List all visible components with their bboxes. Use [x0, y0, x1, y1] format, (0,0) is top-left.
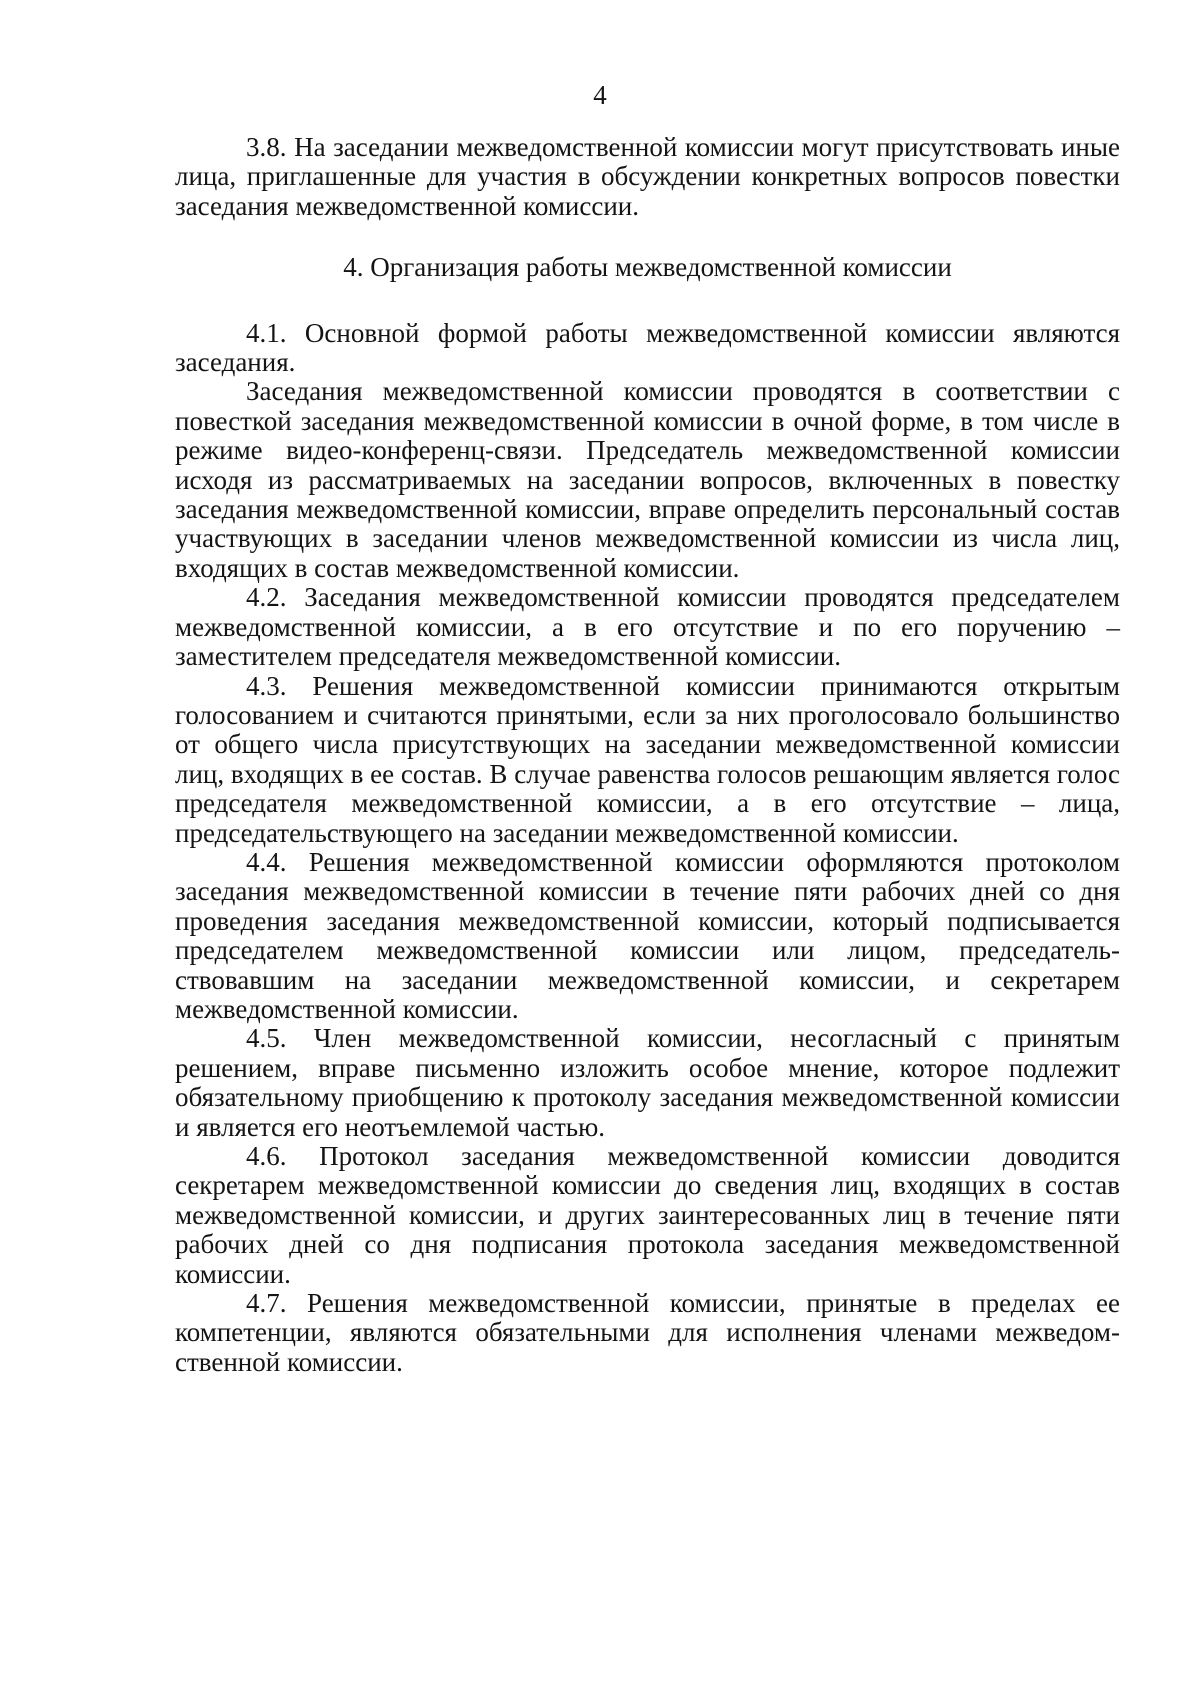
paragraph-4-2: 4.2. Заседания межведомственной комиссии проводятся председателем межведомственной комиссии, а в его отсутствие и по его поручению – заместителем председателя межведомственной комиссии.: [175, 582, 1120, 672]
paragraph-4-6: 4.6. Протокол заседания межведомственной комиссии доводится секретарем межведомственной комиссии до сведения лиц, входящих в состав межведомственной комиссии, и других заинтересованных лиц в течение пяти рабочих дней со дня подписания протокола заседания межведомственной комиссии.: [175, 1141, 1120, 1289]
paragraph-4-1: 4.1. Основной формой работы межведомственной комиссии являются заседания.: [175, 317, 1120, 378]
document-body: [175, 133, 1120, 1377]
paragraph-4-5: 4.5. Член межведомственной комиссии, несогласный с принятым решением, вправе письменно изложить особое мнение, которое подлежит обязательному приобщению к протоколу заседания межведомственной комиссии и является его неотъемлемой частью.: [175, 1023, 1120, 1142]
page-number: 4: [593, 80, 607, 110]
paragraph-3-8: 3.8. На заседании межведомственной комиссии могут присутствовать иные лица, приглашенные для участия в обсуждении конкретных вопросов повестки заседания межведомственной комиссии.: [175, 132, 1120, 221]
paragraph-4-4: 4.4. Решения межведомственной комиссии оформляются протоколом заседания межведомственной комиссии в течение пяти рабочих дней со дня проведения заседания межведомственной комиссии, который подписывается председателем межведомственной комиссии или лицом, председательствовавшим на заседании межведомственной комиссии, и секретарем межведомственной комиссии.: [175, 846, 1120, 1024]
section-heading: 4. Организация работы межведомственной комиссии: [343, 252, 952, 283]
paragraph-4-1-continued: Заседания межведомственной комиссии проводятся в соответствии с повесткой заседания межведомственной комиссии в очной форме, в том числе в режиме видео-конференц-связи. Председатель межведомственной комиссии исходя из рассматриваемых на заседании вопросов, включенных в повестку заседания межведомственной комиссии, вправе определить персональный состав участвующих в заседании членов межведомственной комиссии из числа лиц, входящих в состав межведомственной комиссии.: [175, 376, 1120, 583]
paragraph-4-7: 4.7. Решения межведомственной комиссии, принятые в пределах ее компетенции, являются обязательными для исполнения членами межведомственной комиссии.: [175, 1288, 1120, 1377]
paragraph-4-3: 4.3. Решения межведомственной комиссии принимаются открытым голосованием и считаются принятыми, если за них проголосовало большинство от общего числа присутствующих на заседании межведомственной комиссии лиц, входящих в ее состав. В случае равенства голосов решающим является голос председателя межведомственной комиссии, а в его отсутствие – лица, председательствующего на заседании межведомственной комиссии.: [175, 670, 1120, 848]
